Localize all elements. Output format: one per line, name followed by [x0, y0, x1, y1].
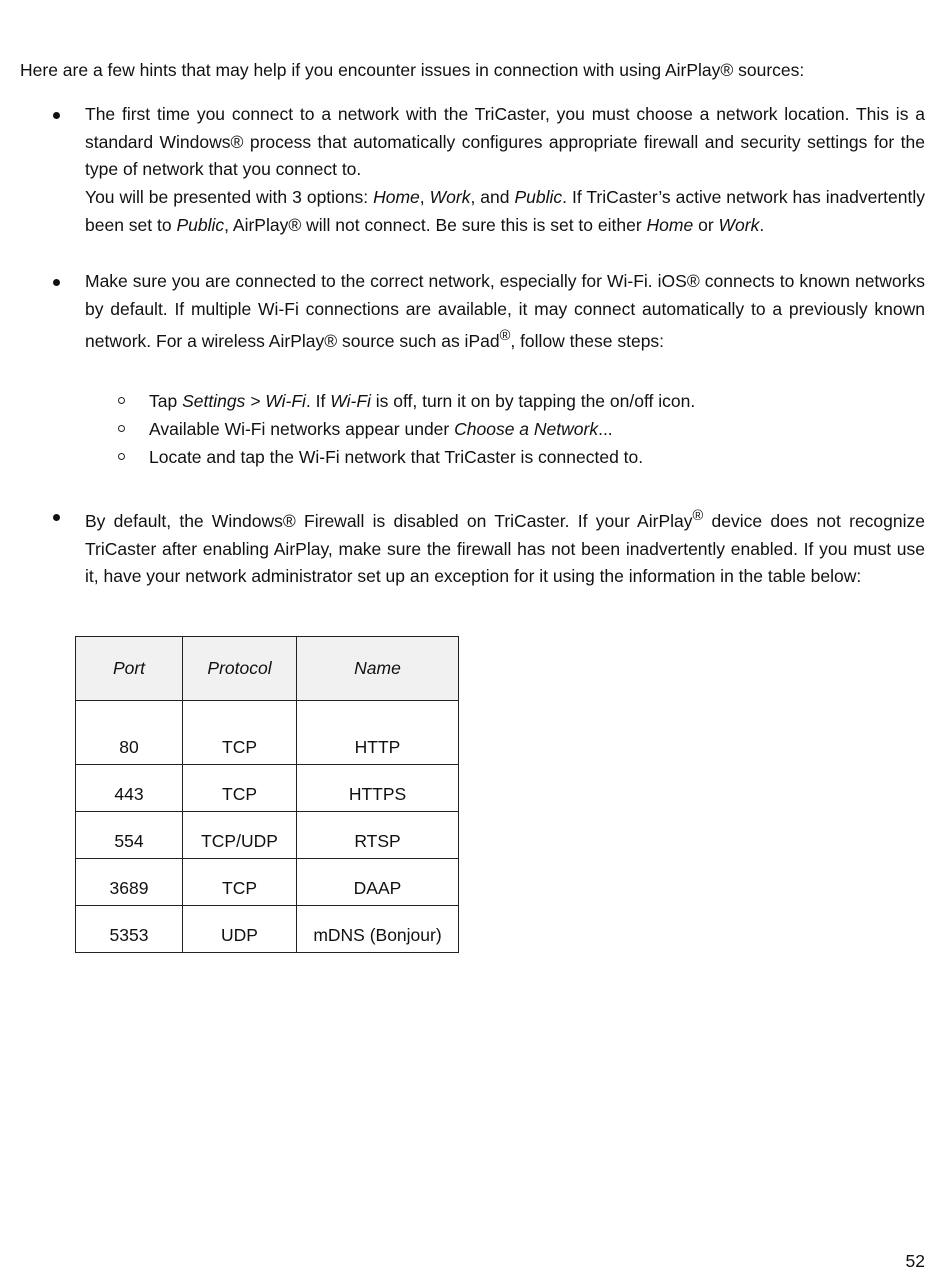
- sub-bullet-icon: [118, 453, 125, 460]
- text-span: device does not recognize TriCaster after enabling AirPlay, make sure the firewall has not been inadvertently enabled. If you must use it, have your network administrator set up an exception for it using the information in the table below:: [85, 510, 925, 587]
- table-row: [76, 859, 459, 906]
- text-span: or: [693, 214, 719, 235]
- text-span: You will be presented with 3 options:: [85, 187, 374, 208]
- table-row: [76, 701, 459, 765]
- cell-protocol: UDP: [183, 906, 297, 953]
- cell-name: DAAP: [297, 859, 459, 906]
- cell-port: 5353: [76, 906, 183, 953]
- text-span: , follow these steps:: [510, 331, 665, 352]
- cell-port: 80: [76, 701, 183, 765]
- bullet-paragraph: [85, 503, 925, 591]
- text-span: Locate and tap the Wi-Fi network that TriCaster is connected to.: [149, 447, 644, 467]
- option-public: Public: [514, 187, 563, 208]
- bullet-dot: [53, 112, 60, 119]
- text-span: Make sure you are connected to the correct network, especially for Wi-Fi. iOS® connects to known networks by default. If multiple Wi-Fi connections are available, it may connect automatically to a previously known network. For a wireless AirPlay® source such as iPad: [85, 271, 925, 352]
- sub-bullet-icon: [118, 425, 125, 432]
- cell-protocol: TCP: [183, 859, 297, 906]
- wifi-steps-list: [149, 387, 929, 471]
- bullet-firewall: [85, 503, 925, 591]
- option-public: Public: [176, 214, 225, 235]
- list-item: [149, 443, 929, 471]
- registered-mark: ®: [499, 328, 511, 345]
- bullet-dot: [53, 279, 60, 286]
- page-number: 52: [905, 1251, 925, 1271]
- sub-bullet-icon: [118, 397, 125, 404]
- bullet-paragraph: The first time you connect to a network with the TriCaster, you must choose a network location. This is a standard Windows® process that automatically configures appropriate firewall and security settings for the type of network that you connect to.: [85, 104, 925, 180]
- text-span: , AirPlay® will not connect. Be sure this is set to either: [224, 214, 647, 235]
- cell-port: 3689: [76, 859, 183, 906]
- intro-text: Here are a few hints that may help if you encounter issues in connection with using AirPlay® sources:: [20, 60, 805, 80]
- cell-protocol: TCP: [183, 765, 297, 812]
- text-span: ,: [419, 187, 430, 208]
- table-row: [76, 765, 459, 812]
- bullet-network-location: [85, 101, 925, 240]
- option-home: Home: [646, 214, 694, 235]
- bullet-paragraph: [85, 268, 925, 356]
- table-row: [76, 812, 459, 859]
- text-span: .: [759, 214, 765, 235]
- text-span: , and: [470, 187, 515, 208]
- list-item: [149, 387, 929, 415]
- cell-name: HTTPS: [297, 765, 459, 812]
- text-span: Available Wi-Fi networks appear under: [149, 419, 455, 439]
- list-item: [149, 415, 929, 443]
- bullet-dot: [53, 514, 60, 521]
- option-home: Home: [373, 187, 420, 208]
- settings-path: Settings > Wi-Fi: [182, 391, 306, 411]
- ports-table: [75, 636, 459, 953]
- cell-protocol: TCP: [183, 701, 297, 765]
- registered-mark: ®: [692, 508, 704, 524]
- option-work: Work: [718, 214, 760, 235]
- cell-name: mDNS (Bonjour): [297, 906, 459, 953]
- text-span: Tap: [149, 391, 183, 411]
- text-span: By default, the Windows® Firewall is disabled on TriCaster. If your AirPlay: [85, 510, 693, 531]
- option-work: Work: [429, 187, 471, 208]
- cell-name: HTTP: [297, 701, 459, 765]
- cell-port: 443: [76, 765, 183, 812]
- header-port: Port: [76, 637, 183, 701]
- table-header-row: [76, 637, 459, 701]
- cell-port: 554: [76, 812, 183, 859]
- text-span: is off, turn it on by tapping the on/off icon.: [370, 391, 696, 411]
- cell-protocol: TCP/UDP: [183, 812, 297, 859]
- header-protocol: Protocol: [183, 637, 297, 701]
- text-span: . If: [305, 391, 331, 411]
- bullet-paragraph: [85, 184, 925, 239]
- choose-network-term: Choose a Network: [454, 419, 599, 439]
- bullet-correct-network: [85, 268, 925, 356]
- header-name: Name: [297, 637, 459, 701]
- table-row: [76, 906, 459, 953]
- text-span: ...: [598, 419, 613, 439]
- wifi-term: Wi-Fi: [330, 391, 371, 411]
- text-span: . If TriCaster’s active network has inadvertently been set to: [85, 187, 925, 235]
- cell-name: RTSP: [297, 812, 459, 859]
